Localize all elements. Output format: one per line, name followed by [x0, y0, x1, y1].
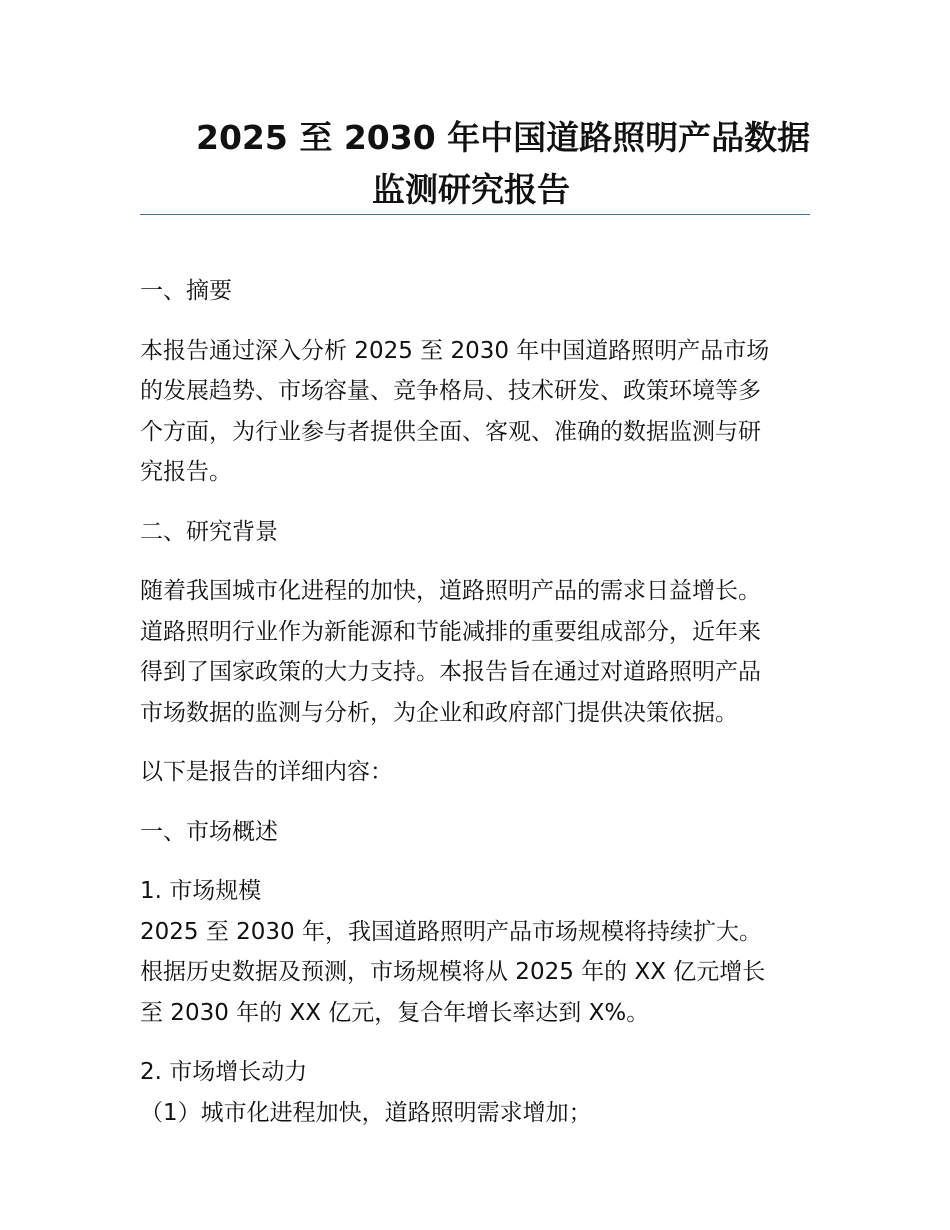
growth-item-1: （1）城市化进程加快，道路照明需求增加； — [140, 1099, 592, 1126]
growth-heading: 2. 市场增长动力 — [140, 1059, 308, 1085]
title-divider — [140, 214, 810, 215]
background-paragraph — [140, 571, 820, 733]
abstract-line-3: 个方面，为行业参与者提供全面、客观、准确的数据监测与研 — [140, 418, 761, 445]
title-line-1: 2025 至 2030 年中国道路照明产品数据 — [196, 118, 811, 157]
abstract-paragraph — [140, 331, 820, 493]
abstract-line-2: 的发展趋势、市场容量、竞争格局、技术研发、政策环境等多 — [140, 378, 761, 404]
market-size-section — [140, 871, 820, 1033]
market-overview-heading: 一、市场概述 — [140, 818, 278, 845]
market-size-line-3: 至 2030 年的 XX 亿元，复合年增长率达到 X%。 — [140, 999, 650, 1026]
title-line-2: 监测研究报告 — [372, 170, 570, 209]
document-title — [140, 112, 810, 216]
market-size-line-1: 2025 至 2030 年，我国道路照明产品市场规模将持续扩大。 — [140, 918, 762, 945]
background-line-3: 得到了国家政策的大力支持。本报告旨在通过对道路照明产品 — [140, 659, 761, 685]
abstract-line-1: 本报告通过深入分析 2025 至 2030 年中国道路照明产品市场 — [140, 337, 770, 364]
intro-line: 以下是报告的详细内容： — [140, 759, 393, 785]
background-line-1: 随着我国城市化进程的加快，道路照明产品的需求日益增长。 — [140, 578, 761, 604]
background-line-4: 市场数据的监测与分析，为企业和政府部门提供决策依据。 — [140, 699, 738, 726]
background-line-2: 道路照明行业作为新能源和节能减排的重要组成部分，近年来 — [140, 618, 761, 645]
abstract-heading: 一、摘要 — [140, 278, 232, 304]
market-size-line-2: 根据历史数据及预测，市场规模将从 2025 年的 XX 亿元增长 — [140, 959, 766, 985]
market-size-heading: 1. 市场规模 — [140, 878, 262, 904]
document-body — [140, 271, 820, 1152]
background-heading: 二、研究背景 — [140, 518, 278, 545]
abstract-line-4: 究报告。 — [140, 459, 232, 485]
growth-section — [140, 1052, 820, 1133]
